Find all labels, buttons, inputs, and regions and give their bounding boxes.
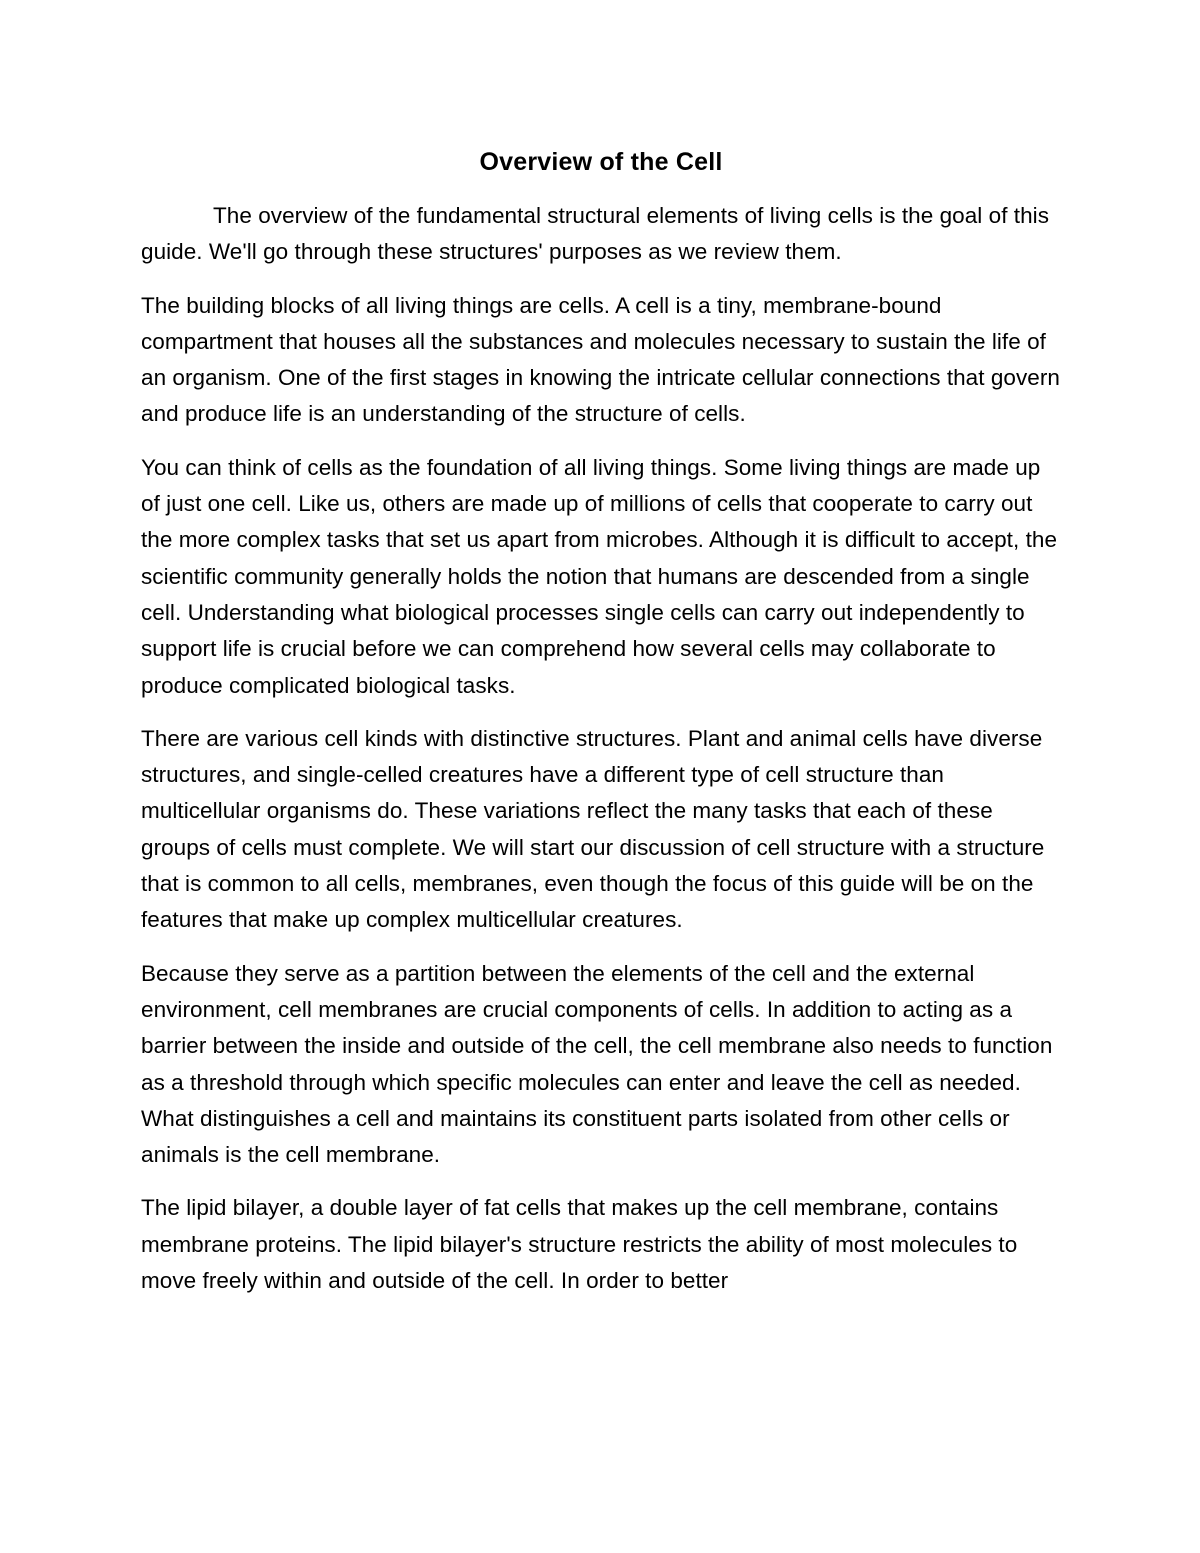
paragraph-foundation: You can think of cells as the foundation of all living things. Some living things are made up of just one cell. Like us, others are made up of millions of cells that cooperate to carry out the more complex tasks that set us apart from microbes. Although it is difficult to accept, the scientific community generally holds the notion that humans are descended from a single cell. Understanding what biological processes single cells can carry out independently to support life is crucial before we can comprehend how several cells may collaborate to produce complicated biological tasks.	[141, 454, 1058, 698]
paragraph-intro: The overview of the fundamental structural elements of living cells is the goal of this guide. We'll go through these structures' purposes as we review them.	[141, 203, 1050, 265]
paragraph-membranes: Because they serve as a partition between the elements of the cell and the external environment, cell membranes are crucial components of cells. In addition to acting as a barrier between the inside and outside of the cell, the cell membrane also needs to function as a threshold through which specific molecules can enter and leave the cell as needed. What distinguishes a cell and maintains its constituent parts isolated from other cells or animals is the cell membrane.	[141, 960, 1053, 1168]
paragraph-cell-kinds: There are various cell kinds with distinctive structures. Plant and animal cells have diverse structures, and single-celled creatures have a different type of cell structure than multicellular organisms do. These variations reflect the many tasks that each of these groups of cells must complete. We will start our discussion of cell structure with a structure that is common to all cells, membranes, even though the focus of this guide will be on the features that make up complex multicellular creatures.	[141, 725, 1045, 933]
document-body	[141, 146, 1061, 1316]
paragraph-lipid-bilayer: The lipid bilayer, a double layer of fat cells that makes up the cell membrane, contains membrane proteins. The lipid bilayer's structure restricts the ability of most molecules to move freely within and outside of the cell. In order to better	[141, 1195, 1018, 1294]
paragraph-building-blocks: The building blocks of all living things are cells. A cell is a tiny, membrane-bound compartment that houses all the substances and molecules necessary to sustain the life of an organism. One of the first stages in knowing the intricate cellular connections that govern and produce life is an understanding of the structure of cells.	[141, 292, 1060, 427]
page-title: Overview of the Cell	[479, 148, 723, 176]
